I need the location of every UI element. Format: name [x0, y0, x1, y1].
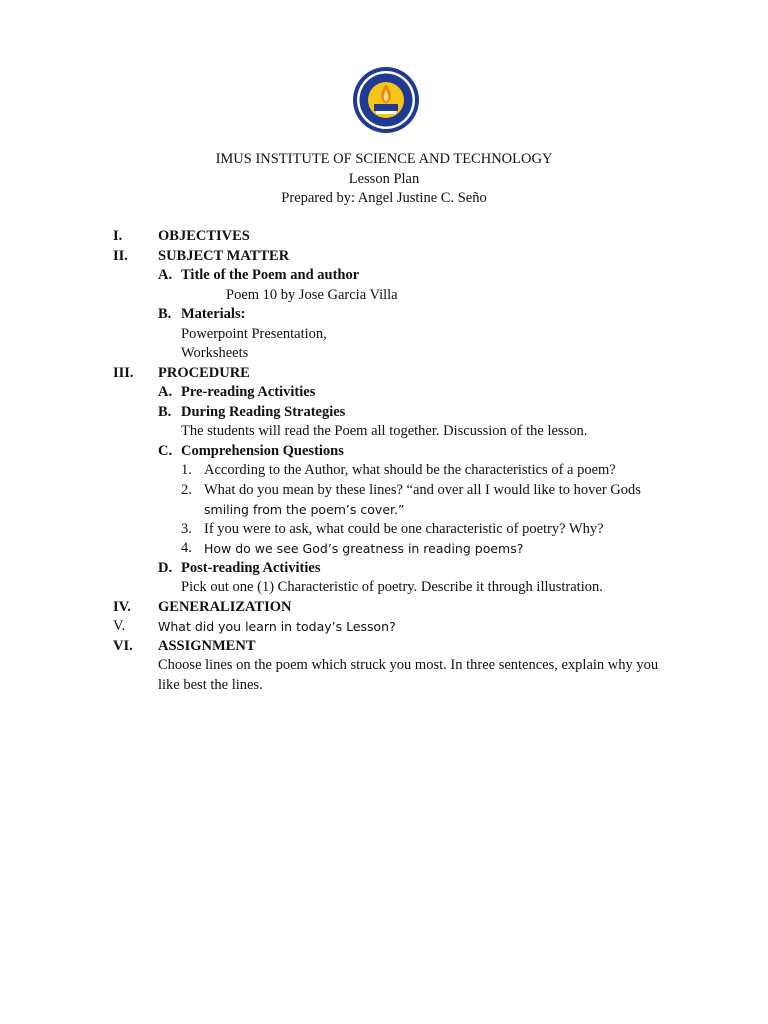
section-generalization — [0, 598, 768, 618]
subsection-letter: A. — [158, 384, 173, 400]
during-reading-text-line — [0, 422, 768, 442]
poem-line — [0, 286, 768, 306]
question-text: How do we see God’s greatness in reading poems? — [204, 541, 524, 556]
subsection-title: Title of the Poem and author — [181, 267, 360, 283]
lesson-plan-outline — [0, 227, 768, 695]
section-title: ASSIGNMENT — [158, 637, 256, 654]
materials-line — [0, 325, 768, 345]
materials-line — [0, 344, 768, 364]
subsection-title: Materials: — [181, 306, 246, 322]
institution-name: IMUS INSTITUTE OF SCIENCE AND TECHNOLOGY — [215, 151, 553, 167]
subsection-during-reading — [0, 403, 768, 423]
section-question — [0, 617, 768, 637]
subsection-title: During Reading Strategies — [181, 403, 346, 420]
question-number: 4. — [181, 540, 192, 556]
section-subject-matter — [0, 247, 768, 267]
question-text: smiling from the poem’s cover.” — [204, 502, 405, 517]
question-continuation — [0, 500, 768, 520]
assignment-text: like best the lines. — [158, 676, 263, 693]
poem-and-author: Poem 10 by Jose Garcia Villa — [226, 286, 398, 303]
section-title: GENERALIZATION — [158, 598, 292, 615]
subsection-letter: B. — [158, 403, 172, 420]
post-reading-text-line — [0, 578, 768, 598]
document-header — [0, 150, 768, 209]
question-item — [0, 461, 768, 481]
question-number: 3. — [181, 520, 192, 537]
school-seal-logo — [352, 66, 420, 134]
subsection-letter: A. — [158, 267, 173, 283]
section-numeral: III. — [113, 364, 134, 381]
section-procedure — [0, 364, 768, 384]
section-objectives — [0, 227, 768, 247]
section-numeral: II. — [113, 247, 128, 264]
section-numeral: VI. — [113, 637, 133, 654]
question-item — [0, 520, 768, 540]
assignment-line — [0, 676, 768, 696]
question-number: 2. — [181, 481, 192, 498]
question-text: What do you mean by these lines? “and over all I would like to hover Gods — [204, 481, 641, 498]
section-numeral: IV. — [113, 598, 131, 615]
question-item — [0, 539, 768, 559]
subsection-letter: C. — [158, 442, 173, 459]
question-text: If you were to ask, what could be one characteristic of poetry? Why? — [204, 520, 604, 537]
subsection-letter: D. — [158, 559, 173, 576]
subsection-title: Post-reading Activities — [181, 559, 321, 576]
during-reading-text: The students will read the Poem all together. Discussion of the lesson. — [181, 423, 588, 439]
section-numeral: V. — [113, 618, 126, 634]
subsection-post-reading — [0, 559, 768, 579]
subsection-materials — [0, 305, 768, 325]
material-item: Worksheets — [181, 345, 249, 361]
section-numeral: I. — [113, 228, 123, 244]
subsection-letter: B. — [158, 306, 172, 322]
section-title: SUBJECT MATTER — [158, 247, 290, 264]
section-assignment — [0, 637, 768, 657]
material-item: Powerpoint Presentation, — [181, 325, 327, 342]
section-title: OBJECTIVES — [158, 228, 250, 244]
subsection-poem-title — [0, 266, 768, 286]
assignment-line — [0, 656, 768, 676]
document-type: Lesson Plan — [348, 170, 420, 187]
section-title: PROCEDURE — [158, 364, 250, 381]
prepared-by: Prepared by: Angel Justine C. Seño — [281, 190, 487, 206]
question-number: 1. — [181, 462, 192, 478]
question-text: According to the Author, what should be the characteristics of a poem? — [204, 462, 616, 478]
post-reading-text: Pick out one (1) Characteristic of poetry. Describe it through illustration. — [181, 579, 603, 595]
subsection-pre-reading — [0, 383, 768, 403]
subsection-title: Comprehension Questions — [181, 442, 344, 459]
section-text: What did you learn in today’s Lesson? — [158, 619, 396, 634]
question-item — [0, 481, 768, 501]
subsection-comprehension — [0, 442, 768, 462]
assignment-text: Choose lines on the poem which struck you most. In three sentences, explain why you — [158, 657, 659, 673]
subsection-title: Pre-reading Activities — [181, 384, 316, 400]
